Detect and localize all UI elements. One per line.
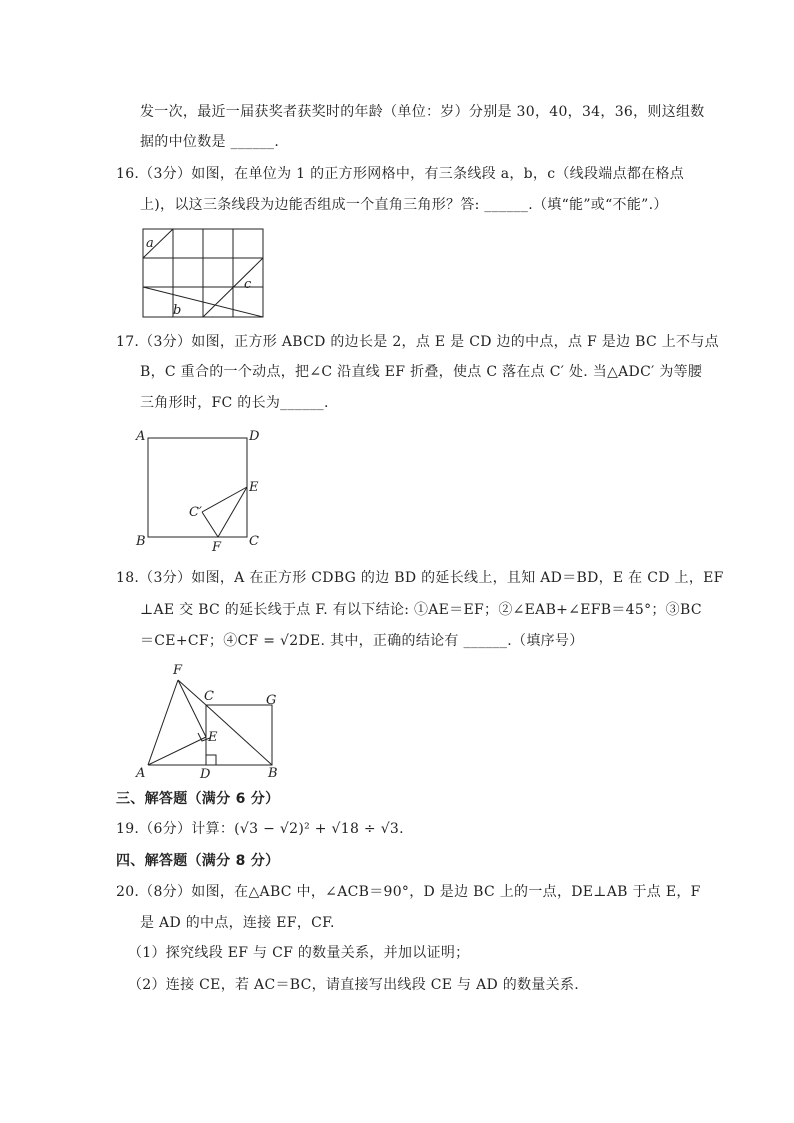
q20-part2: （2）连接 CE，若 AC＝BC，请直接写出线段 CE 与 AD 的数量关系. [128,977,580,993]
label-a: a [146,236,154,251]
label-C-prime: C′ [189,505,202,520]
label-B: B [268,766,278,780]
label-E: E [249,480,259,495]
q20-part1: （1）探究线段 EF 与 CF 的数量关系，并加以证明； [128,945,470,961]
q18-line1: 18.（3分）如图，A 在正方形 CDBG 的边 BD 的延长线上，且知 AD＝BD，E 在 CD 上，EF [116,570,724,586]
section-3-title: 三、解答题（满分 6 分） [116,791,280,807]
q18-square-figure [132,660,282,780]
q16-line2: 上)，以这三条线段为边能否组成一个直角三角形？答: ______.（填“能”或“不能”.） [140,197,668,213]
q17-line2: B，C 重合的一个动点，把∠C 沿直线 EF 折叠，使点 C 落在点 C′ 处. 当△ADC′ 为等腰 [140,364,703,380]
q15-line2: 据的中位数是 ______. [140,134,280,150]
label-F: F [173,663,183,678]
label-D: D [200,767,211,780]
q15-line1: 发一次，最近一届获奖者获奖时的年龄（单位：岁）分别是 30，40，34，36，则这组数 [140,104,705,120]
label-A: A [136,766,146,780]
q17-square-figure [132,424,272,554]
label-c: c [244,277,252,292]
q17-line3: 三角形时，FC 的长为______. [140,395,329,411]
q17-line1: 17.（3分）如图，正方形 ABCD 的边长是 2，点 E 是 CD 边的中点，点 F 是边 BC 上不与点 [116,334,719,350]
label-D: D [249,429,260,444]
label-E: E [208,730,218,745]
q16-line1: 16.（3分）如图，在单位为 1 的正方形网格中，有三条线段 a，b，c（线段端点都在格点 [116,166,685,182]
label-A: A [136,429,146,444]
q19-line1: 19.（6分）计算：(√3 − √2)² + √18 ÷ √3. [116,821,404,837]
label-B: B [136,534,146,549]
q18-line2: ⊥AE 交 BC 的延长线于点 F. 有以下结论: ①AE＝EF；②∠EAB+∠EFB＝45°；③BC [140,602,702,618]
label-C: C [249,534,259,549]
q18-line3: ＝CE+CF；④CF = √2DE. 其中，正确的结论有 ______.（填序号） [140,633,584,649]
q20-line1: 20.（8分）如图，在△ABC 中，∠ACB＝90°，D 是边 BC 上的一点，DE⊥AB 于点 E，F [116,884,701,900]
label-C: C [204,689,214,704]
q20-line2: 是 AD 的中点，连接 EF，CF. [140,915,335,931]
label-F: F [212,540,222,554]
q16-grid-figure [140,226,268,320]
label-G: G [266,693,277,708]
section-4-title: 四、解答题（满分 8 分） [116,853,280,869]
label-b: b [173,303,182,318]
